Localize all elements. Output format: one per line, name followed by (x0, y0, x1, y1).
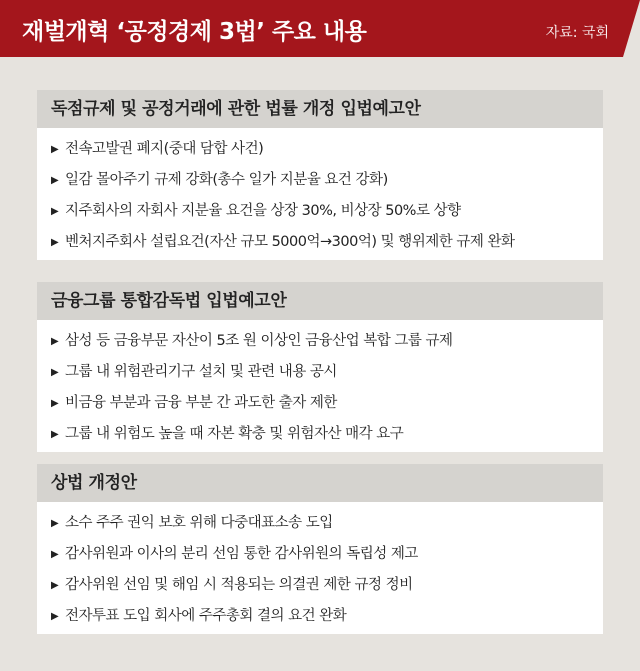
right-triangle-icon: ▶ (51, 518, 59, 529)
right-triangle-icon: ▶ (51, 549, 59, 560)
section-commercial-act (37, 464, 603, 634)
page-title: 재벌개혁 ‘공정경제 3법’ 주요 내용 (22, 19, 367, 45)
list-item-text: 그룹 내 위험관리기구 설치 및 관련 내용 공시 (65, 364, 337, 380)
header-banner (0, 0, 623, 57)
list-item-text: 전속고발권 폐지(중대 담합 사건) (65, 141, 264, 157)
section-fair-trade-act (37, 90, 603, 260)
right-triangle-icon: ▶ (51, 580, 59, 591)
section-items (37, 320, 603, 452)
section-heading: 독점규제 및 공정거래에 관한 법률 개정 입법예고안 (37, 90, 603, 128)
source-label: 자료: 국회 (545, 25, 609, 41)
right-triangle-icon: ▶ (51, 367, 59, 378)
right-triangle-icon: ▶ (51, 144, 59, 155)
list-item-text: 감사위원과 이사의 분리 선임 통한 감사위원의 독립성 제고 (65, 546, 418, 562)
right-triangle-icon: ▶ (51, 398, 59, 409)
list-item-text: 벤처지주회사 설립요건(자산 규모 5000억→300억) 및 행위제한 규제 완화 (65, 234, 515, 250)
section-heading: 금융그룹 통합감독법 입법예고안 (37, 282, 603, 320)
right-triangle-icon: ▶ (51, 336, 59, 347)
list-item (37, 134, 603, 165)
list-item (37, 539, 603, 570)
list-item (37, 196, 603, 227)
right-triangle-icon: ▶ (51, 429, 59, 440)
list-item (37, 388, 603, 419)
right-triangle-icon: ▶ (51, 206, 59, 217)
section-items (37, 502, 603, 634)
list-item (37, 326, 603, 357)
section-items (37, 128, 603, 260)
list-item-text: 전자투표 도입 회사에 주주총회 결의 요건 완화 (65, 608, 347, 624)
list-item (37, 601, 603, 632)
list-item-text: 일감 몰아주기 규제 강화(총수 일가 지분율 요건 강화) (65, 172, 388, 188)
right-triangle-icon: ▶ (51, 175, 59, 186)
list-item-text: 감사위원 선임 및 해임 시 적용되는 의결권 제한 규정 정비 (65, 577, 413, 593)
list-item (37, 508, 603, 539)
list-item-text: 그룹 내 위험도 높을 때 자본 확충 및 위험자산 매각 요구 (65, 426, 404, 442)
list-item (37, 227, 603, 258)
section-heading: 상법 개정안 (37, 464, 603, 502)
list-item-text: 삼성 등 금융부문 자산이 5조 원 이상인 금융산업 복합 그룹 규제 (65, 333, 453, 349)
list-item (37, 357, 603, 388)
right-triangle-icon: ▶ (51, 237, 59, 248)
right-triangle-icon: ▶ (51, 611, 59, 622)
list-item (37, 570, 603, 601)
list-item-text: 소수 주주 권익 보호 위해 다중대표소송 도입 (65, 515, 333, 531)
list-item-text: 지주회사의 자회사 지분율 요건을 상장 30%, 비상장 50%로 상향 (65, 203, 461, 219)
list-item-text: 비금융 부분과 금융 부분 간 과도한 출자 제한 (65, 395, 337, 411)
list-item (37, 165, 603, 196)
list-item (37, 419, 603, 450)
section-financial-group-act (37, 282, 603, 452)
